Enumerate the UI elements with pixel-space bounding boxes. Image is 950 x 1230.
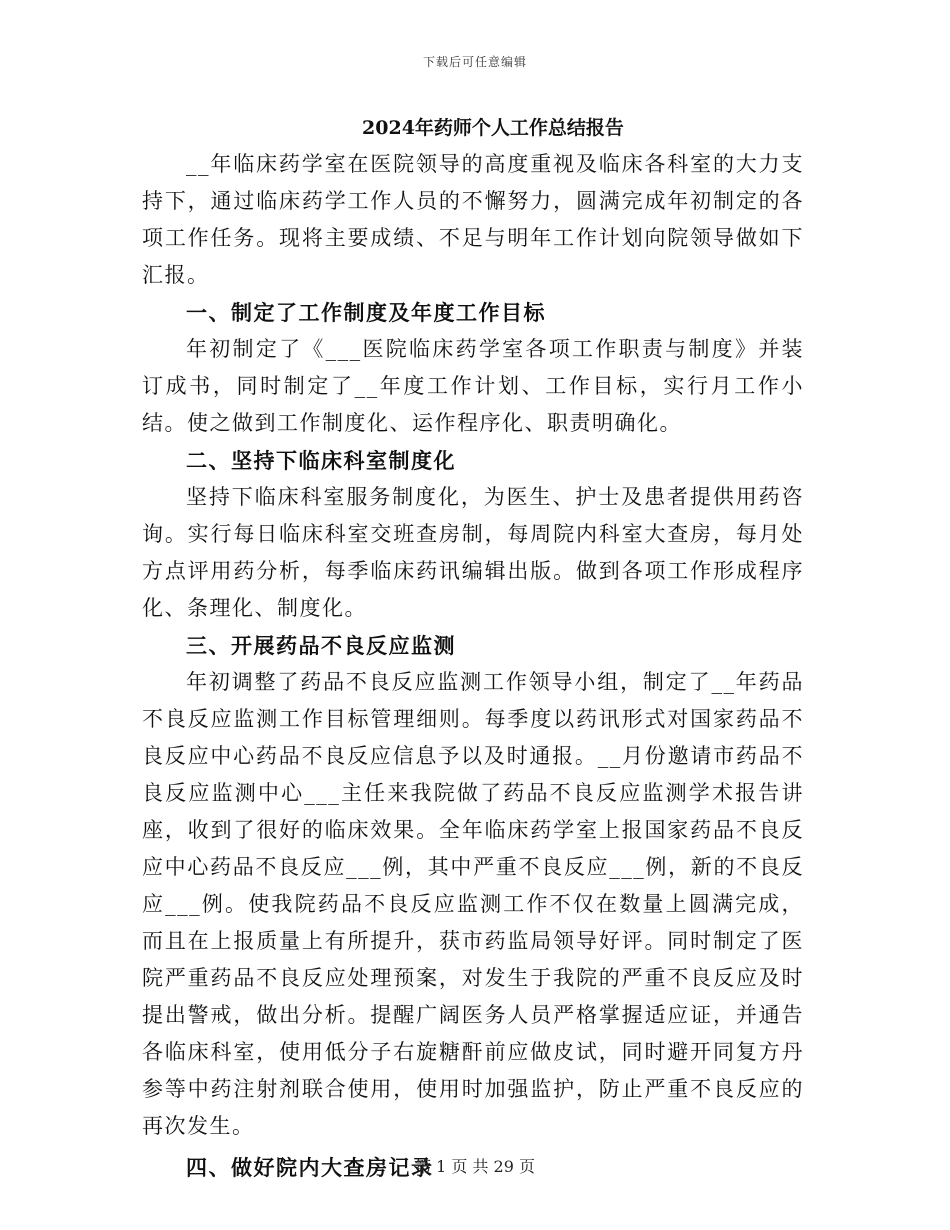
section-body-3: 年初调整了药品不良反应监测工作领导小组，制定了__年药品不良反应监测工作目标管理细则。每季度以药讯形式对国家药品不良反应中心药品不良反应信息予以及时通报。__月份邀请市药品不良反应监测中心___主任来我院做了药品不良反应监测学术报告讲座，收到了很好的临床效果。全年临床药学室上报国家药品不良反应中心药品不良反应___例，其中严重不良反应___例，新的不良反应___例。使我院药品不良反应监测工作不仅在数量上圆满完成，而且在上报质量上有所提升，获市药监局领导好评。同时制定了医院严重药品不良反应处理预案，对发生于我院的严重不良反应及时提出警戒，做出分析。提醒广阔医务人员严格掌握适应证，并通告各临床科室，使用低分子右旋糖酐前应做皮试，同时避开同复方丹参等中药注射剂联合使用，使用时加强监护，防止严重不良反应的再次发生。 bbox=[142, 670, 804, 1138]
header-note: 下载后可任意编辑 bbox=[422, 55, 527, 69]
section-heading-3: 三、开展药品不良反应监测 bbox=[186, 633, 456, 658]
document-title: 2024年药师个人工作总结报告 bbox=[362, 117, 624, 139]
section-heading-1: 一、制定了工作制度及年度工作目标 bbox=[186, 300, 546, 325]
section-heading-2: 二、坚持下临床科室制度化 bbox=[186, 448, 456, 473]
document-body bbox=[142, 110, 804, 1186]
intro-paragraph: __年临床药学室在医院领导的高度重视及临床各科室的大力支持下，通过临床药学工作人员的不懈努力，圆满完成年初制定的各项工作任务。现将主要成绩、不足与明年工作计划向院领导做如下汇报。 bbox=[142, 152, 804, 287]
section-heading-4: 四、做好院内大查房记录 bbox=[186, 1155, 434, 1180]
section-body-2: 坚持下临床科室服务制度化，为医生、护士及患者提供用药咨询。实行每日临床科室交班查房制，每周院内科室大查房，每月处方点评用药分析，每季临床药讯编辑出版。做到各项工作形成程序化、条理化、制度化。 bbox=[142, 485, 804, 620]
page-footer: 第 1 页 共 29 页 bbox=[415, 1157, 535, 1176]
section-body-1: 年初制定了《___医院临床药学室各项工作职责与制度》并装订成书，同时制定了__年度工作计划、工作目标，实行月工作小结。使之做到工作制度化、运作程序化、职责明确化。 bbox=[142, 337, 804, 435]
